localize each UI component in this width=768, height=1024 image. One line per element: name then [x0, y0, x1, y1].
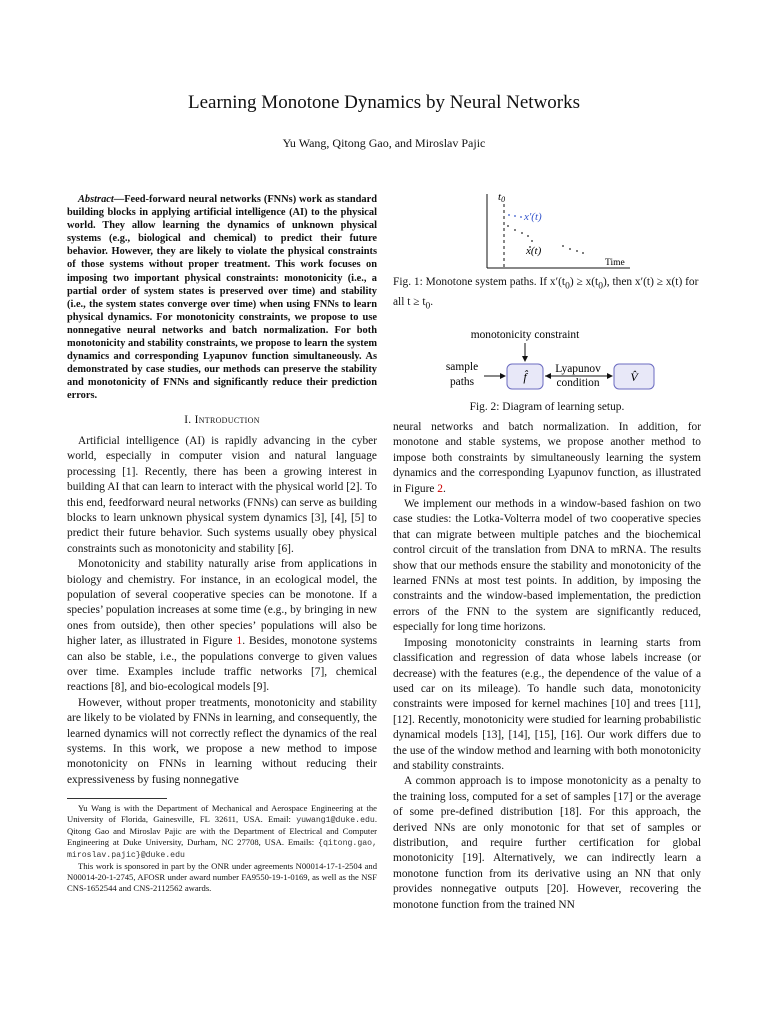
sample-paths-label-1: sample: [445, 361, 479, 373]
intro-paragraph-3: However, without proper treatments, monotonicity and stability are likely to be violated by FNNs in learning, and consequently, the learned dynamics will not correctly reflect the dynamics of the real systems. In this work, we propose a new method to impose monotonicity on FNNs in learning without reducing their expressiveness by fusing nonnegative: [67, 696, 377, 786]
monotonicity-constraint-label: monotonicity constraint: [470, 329, 580, 341]
footnote-rule: [67, 798, 167, 799]
figure-2-caption: Fig. 2: Diagram of learning setup.: [469, 401, 625, 413]
abstract-text: Feed-forward neural networks (FNNs) work as standard building blocks in applying artificial intelligence (AI) to the physical world. They allow learning the dynamics of unknown physical systems (e.g., biological and chemical) to predict their future behavior. However, they are likely to violate the physical constraints of those systems without proper treatment. This work focuses on imposing two important physical constraints: monotonicity (i.e., a partial order of system states is preserved over time) and stability (i.e., the system states converge over time) when using FNNs to learn physical dynamics. For monotonicity constraints, we propose to use nonnegative neural networks and batch normalization. For both monotonicity and stability constraints, we propose to learn the system dynamics and corresponding Lyapunov function simultaneously. As demonstrated by case studies, our methods can preserve the stability and monotonicity of FNNs and significantly reduce their prediction errors.: [67, 194, 377, 402]
x-label: x(t): [526, 245, 542, 257]
figure-1-link[interactable]: 1: [236, 635, 243, 648]
left-column: [67, 193, 377, 894]
abstract: Abstract—Feed-forward neural networks (FNNs) work as standard building blocks in applying artificial intelligence (AI) to the physical world. They allow learning the dynamics of unknown physical systems (e.g., biological and chemical) to predict their future behavior. However, they are likely to violate the physical constraints of those systems without proper treatment. This work focuses on imposing two important physical constraints: monotonicity (i.e., a partial order of system states is preserved over time) and stability (i.e., the system states converge over time) when using FNNs to learn physical dynamics. For monotonicity constraints, we propose to use nonnegative neural networks and batch normalization. For both monotonicity and stability constraints, we propose to learn the system dynamics and corresponding Lyapunov function simultaneously. As demonstrated by case studies, our methods can preserve the stability and monotonicity of FNNs and significantly reduce their prediction errors.: [67, 194, 377, 402]
figure-2-diagram: [437, 322, 687, 400]
footnote-affiliation: Yu Wang is with the Department of Mechanical and Aerospace Engineering at the University of Florida, Gainesville, FL 32611, USA. Email: yuwang1@duke.edu. Qitong Gao and Miroslav Pajic are with the Department of Electrical and Computer Engineering at Duke University, Durham, NC 27708, USA. Emails: {qitong.gao, miroslav.pajic}@duke.edu: [67, 803, 377, 861]
sample-paths-label-2: paths: [449, 376, 475, 388]
intro-paragraph-1: Artificial intelligence (AI) is rapidly advancing in the cyber world, especially in computer vision and natural language processing [1]. Recently, there has been a growing interest in building AI that can learn to interact with the physical world [2]. To this end, feedforward neural networks (FNNs) can serve as building blocks to learn unknown physical system dynamics [3], [4], [5] to predict their future behavior. Such systems usually obey physical constraints such as monotonicity and stability [6].: [67, 434, 377, 555]
footnote-funding: This work is sponsored in part by the ONR under agreements N00014-17-1-2504 and N00014-20-1-2745, AFOSR under award number FA9550-19-1-0169, as well as the NSF CNS-1652544 and CNS-2112562 awards.: [67, 861, 377, 894]
section-title: Introduction: [194, 413, 260, 426]
x-path: [507, 225, 584, 254]
section-heading: [67, 413, 377, 428]
email-link-2[interactable]: {qitong.gao, miroslav.pajic}@duke.edu: [67, 839, 377, 861]
xprime-path: [508, 214, 522, 218]
figure-2-link[interactable]: 2: [437, 482, 443, 495]
time-label: Time: [605, 258, 625, 268]
paper-authors: Yu Wang, Qitong Gao, and Miroslav Pajic: [282, 136, 486, 150]
v-hat-label: V̂: [630, 370, 638, 384]
abstract-label: Abstract: [78, 194, 114, 205]
email-link[interactable]: yuwang1@duke.edu: [296, 816, 375, 826]
right-paragraph-2: We implement our methods in a window-based fashion on two case studies: the Lotka-Volterra model of two cooperative species that can migrate between multiple patches and the biochemical control circuit of the translation from DNA to mRNA. The results show that our methods ensure the stability and monotonicity of the learned FNNs at most test points. In addition, by imposing the constraints and the window-based implementation, the prediction errors of the FNN to the system are significantly reduced, especially for long time horizons.: [393, 498, 701, 634]
right-paragraph-1: neural networks and batch normalization. In addition, for monotone and stable systems, we propose another method to impose both constraints by simultaneously learning the system dynamics and the corresponding Lyapunov function, as illustrated in Figure 2.: [393, 421, 701, 495]
f-hat-label: f̂: [523, 370, 527, 384]
right-paragraph-4: A common approach is to impose monotonicity as a penalty to the training loss, computed for a set of samples [17] or the average of some pre-defined distribution [18]. For this approach, the derived NNs are only monotonic for that set of samples or distribution, and require further certification for global monotonicity [19]. Alternatively, we can indirectly learn a monotone function from its derivative using an NN that only provides nonnegative outputs [20]. However, recovering the monotone function from the trained NN: [393, 775, 701, 911]
lyapunov-label-2: condition: [556, 377, 600, 389]
right-paragraph-3: Imposing monotonicity constraints in learning starts from classification and regression of data whose labels increase (or decrease) with the features (e.g., the dependence of the value of a used car on its mileage). To handle such data, monotonicity constraints were imposed for kernel machines [10] and trees [11], [12]. Recently, monotonicity were studied for learning probabilistic dynamical models [13], [14], [15], [16]. Our work differs due to the use of the window method and learning with both monotonicity and stability constraints.: [393, 636, 701, 772]
section-number: I.: [184, 413, 192, 426]
paper-title: Learning Monotone Dynamics by Neural Networks: [187, 92, 581, 113]
intro-paragraph-2: Monotonicity and stability naturally arise from applications in biology and chemistry. For instance, in an ecological model, the population of several cooperative species can be monotone. If a species’ population increases at some time (e.g., by bringing in new ones from outside), then other species’ populations will also be higher later, as illustrated in Figure 1. Besides, monotone systems can also be stable, i.e., the populations converge to given values over time. Examples include traffic networks [7], chemical reactions [8], and bio-ecological models [9].: [67, 558, 378, 694]
t0-label: t0: [498, 191, 506, 204]
right-column: [393, 420, 701, 913]
lyapunov-label-1: Lyapunov: [555, 363, 601, 375]
xprime-label: x′(t): [524, 211, 542, 223]
figure-1-caption: Fig. 1: Monotone system paths. If $x'(t_0) \ge x(t_0)$, then x′(t) ≥ x(t) for all $t \ge t_0$.: [393, 276, 699, 311]
figure-1-plot: [470, 186, 640, 272]
